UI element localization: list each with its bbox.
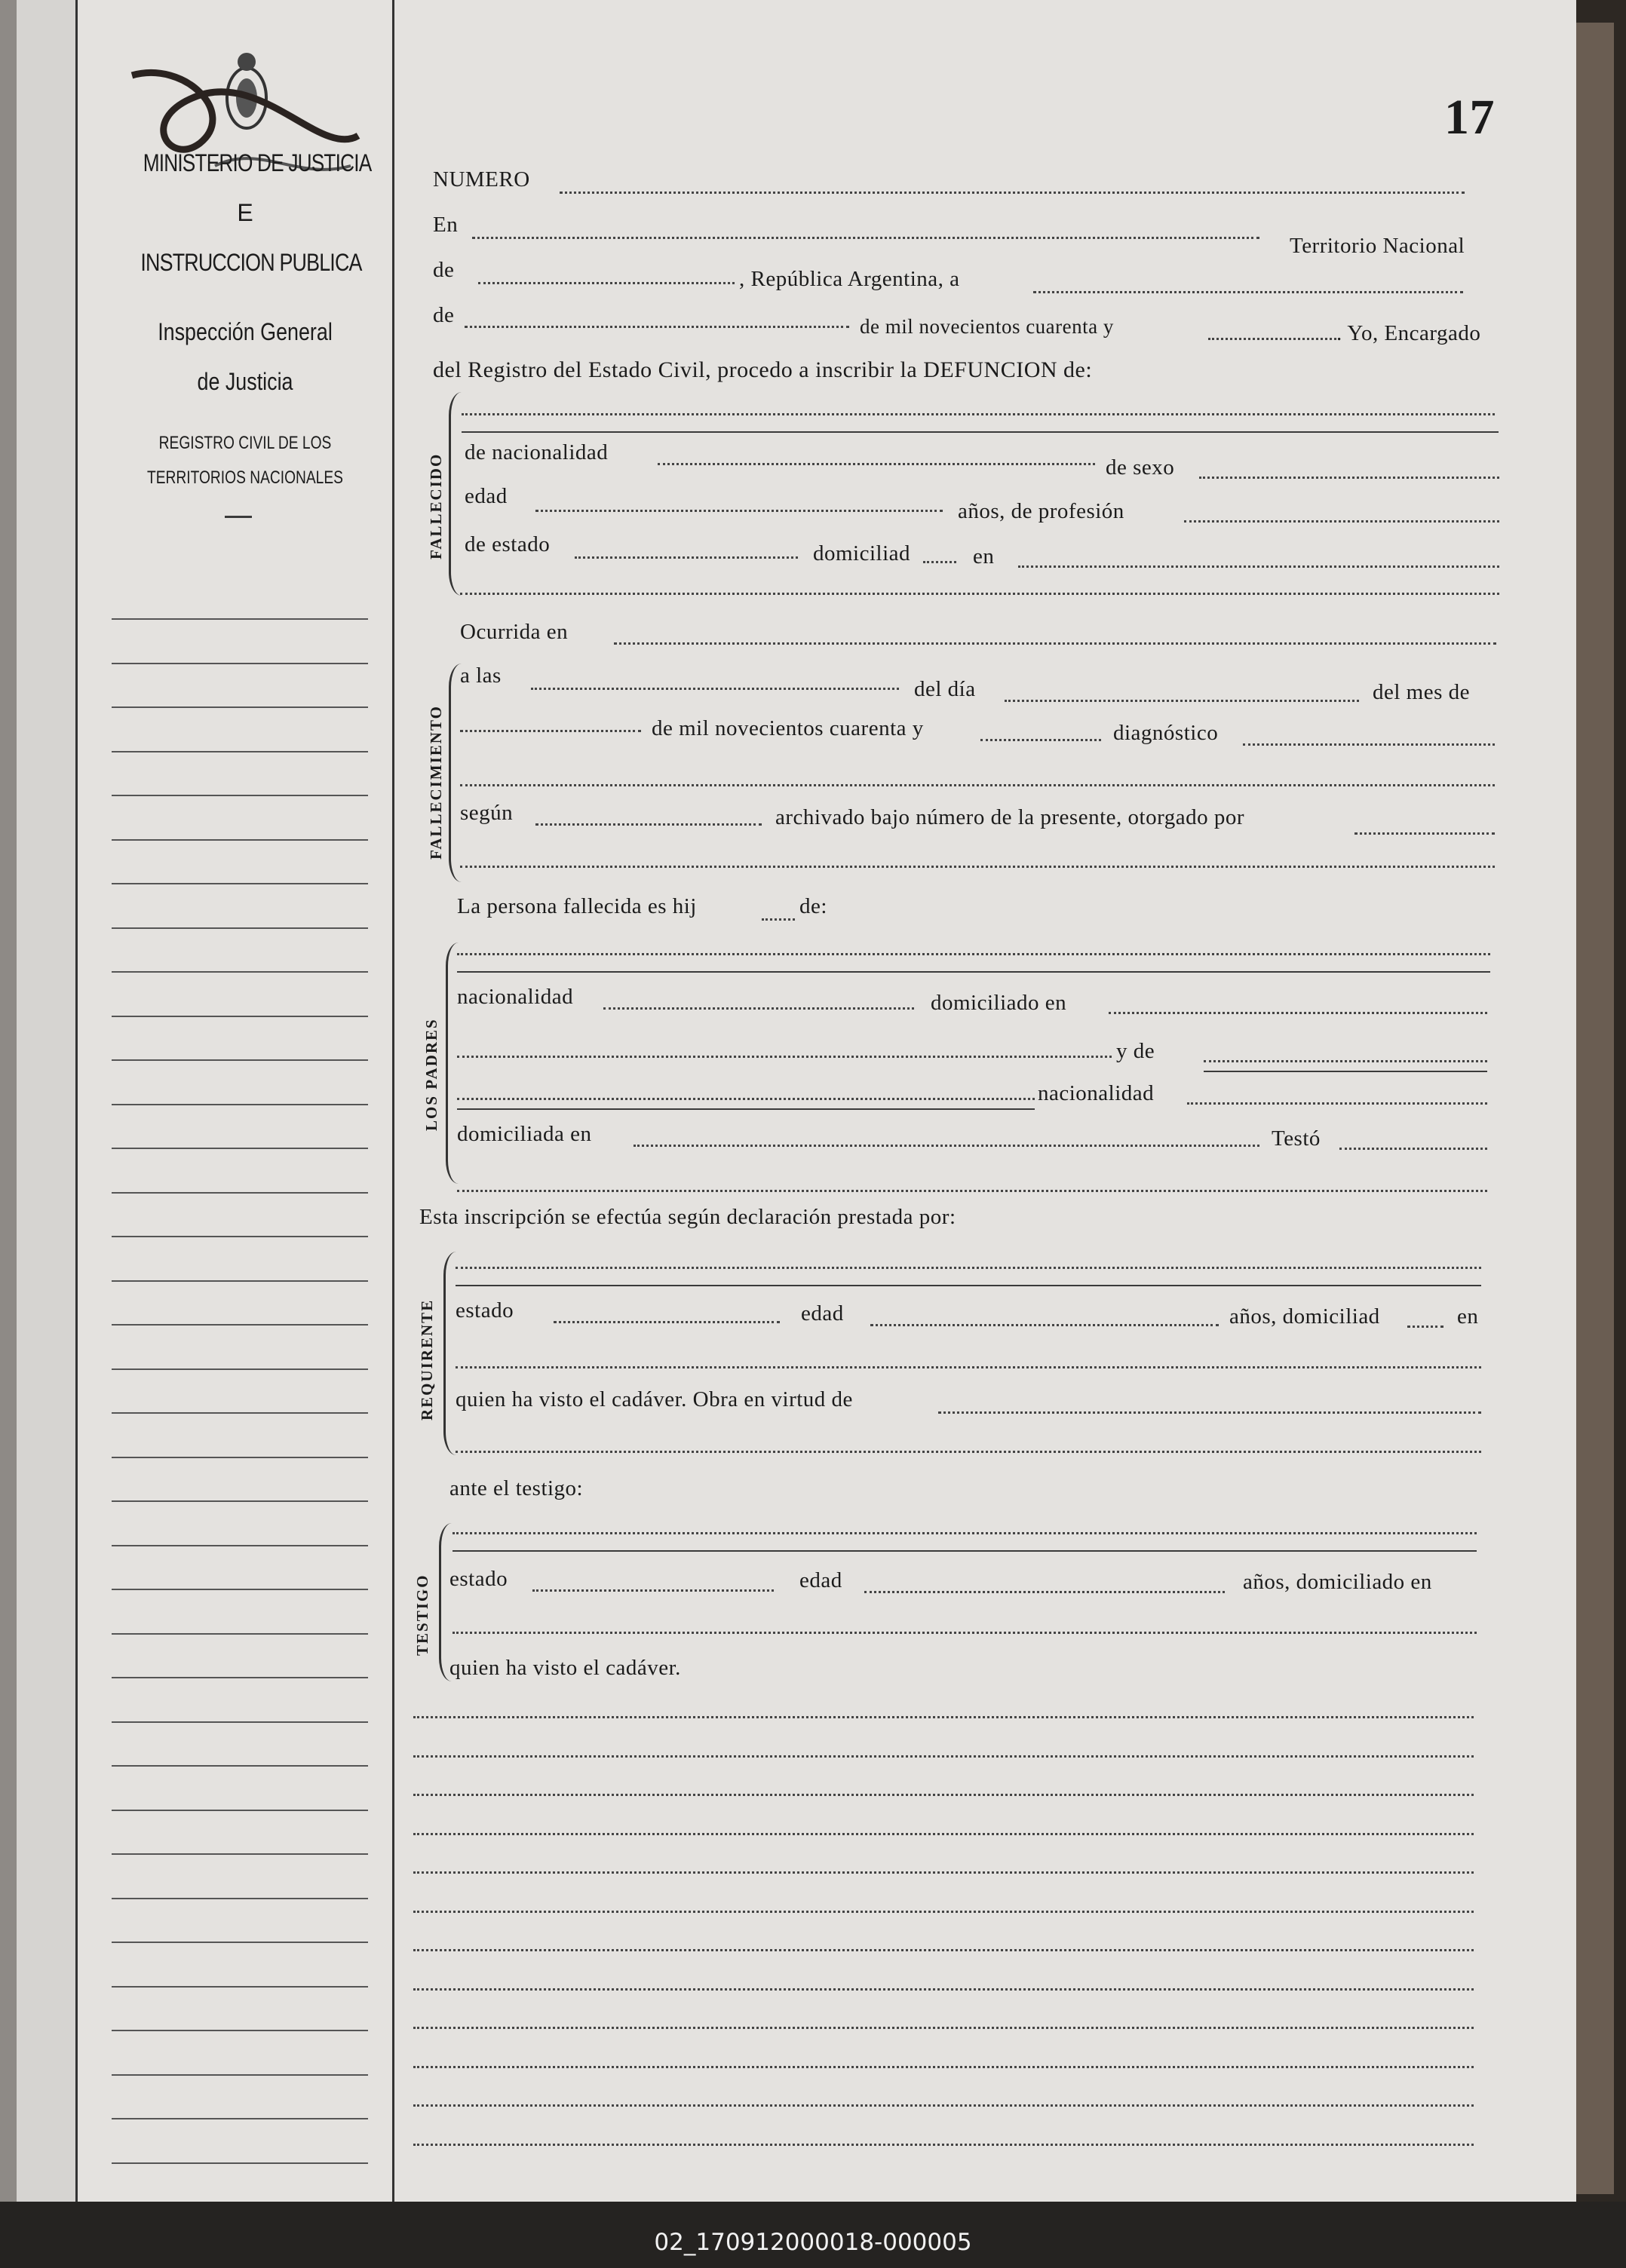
inspection-title-line2: de Justicia <box>197 368 293 395</box>
death-hour-field[interactable] <box>531 688 899 690</box>
deceased-nationality-field[interactable] <box>658 463 1095 465</box>
declarant-estado-label: estado <box>456 1298 514 1322</box>
margin-ruled-line <box>112 618 368 620</box>
requirente-side-label: REQUIRENTE <box>418 1298 436 1421</box>
mother-nationality-label: nacionalidad <box>1038 1081 1155 1105</box>
margin-ruled-line <box>112 927 368 929</box>
margin-ruled-line <box>112 1853 368 1855</box>
notes-ruled-line[interactable] <box>413 1716 1474 1718</box>
mother-nationality-field[interactable] <box>1187 1102 1487 1105</box>
notes-ruled-line[interactable] <box>413 2144 1474 2146</box>
margin-ruled-line <box>112 1192 368 1194</box>
republica-label: , República Argentina, a <box>739 267 960 291</box>
witness-quien-label: quien ha visto el cadáver. <box>449 1656 681 1680</box>
father-nationality-label: nacionalidad <box>457 985 574 1009</box>
margin-ruled-line <box>112 1368 368 1370</box>
place-field[interactable] <box>472 237 1259 239</box>
mil-label-2: de mil novecientos cuarenta y <box>652 716 924 740</box>
margin-ruled-line <box>112 2030 368 2031</box>
header-rule <box>225 516 252 518</box>
registry-title-line1: REGISTRO CIVIL DE LOS <box>158 433 332 453</box>
mother-rule-2 <box>457 1108 1035 1110</box>
facing-page-edge <box>17 0 84 2202</box>
mother-address-field[interactable] <box>634 1145 1259 1147</box>
numero-field[interactable] <box>560 192 1465 194</box>
issued-by-field-2[interactable] <box>460 866 1495 868</box>
declarant-age-field[interactable] <box>870 1324 1219 1326</box>
margin-ruled-line <box>112 1412 368 1414</box>
en-label-3: en <box>973 544 995 569</box>
notes-ruled-line[interactable] <box>413 1833 1474 1835</box>
year-field[interactable] <box>1208 338 1336 340</box>
padres-brace <box>446 942 459 1184</box>
deceased-sex-field[interactable] <box>1199 477 1499 479</box>
margin-ruled-line <box>112 706 368 708</box>
ocurrida-label: Ocurrida en <box>460 620 569 644</box>
declaracion-heading: Esta inscripción se efectúa según declaración prestada por: <box>419 1205 956 1229</box>
diagnosis-field-2[interactable] <box>460 784 1495 786</box>
registry-title-line2: TERRITORIOS NACIONALES <box>147 467 343 488</box>
declarant-en-label: en <box>1457 1304 1479 1329</box>
encargado-label: . Yo, Encargado <box>1336 321 1481 345</box>
a-las-label: a las <box>460 664 502 688</box>
declarant-anos-label: años, domiciliad <box>1229 1304 1380 1329</box>
notes-ruled-line[interactable] <box>413 2066 1474 2068</box>
notes-ruled-line[interactable] <box>413 2027 1474 2029</box>
en-label: En <box>433 213 459 237</box>
fallecido-side-label: FALLECIDO <box>427 452 445 559</box>
margin-ruled-line <box>112 1016 368 1017</box>
father-address-field-2[interactable] <box>457 1056 1112 1058</box>
numero-label: NUMERO <box>433 167 530 192</box>
declarant-address-field[interactable] <box>456 1366 1481 1368</box>
notes-ruled-line[interactable] <box>413 1755 1474 1758</box>
margin-ruled-line <box>112 1059 368 1061</box>
notes-ruled-line[interactable] <box>413 1988 1474 1991</box>
day-field[interactable] <box>1033 291 1463 293</box>
page-number: 17 <box>1444 90 1495 145</box>
notes-ruled-line[interactable] <box>413 2104 1474 2107</box>
testigo-side-label: TESTIGO <box>413 1574 431 1656</box>
sexo-label: de sexo <box>1106 455 1175 480</box>
requirente-brace <box>443 1252 456 1455</box>
mil-label: de mil novecientos cuarenta y <box>860 315 1114 338</box>
declarant-capacity-field-2[interactable] <box>456 1451 1481 1453</box>
ministry-title-line2: E <box>237 199 253 226</box>
segun-label: según <box>460 801 514 825</box>
margin-ruled-line <box>112 1986 368 1988</box>
hij-suffix-field[interactable] <box>762 918 795 921</box>
witness-name-field[interactable] <box>453 1532 1477 1534</box>
defuncion-heading: del Registro del Estado Civil, procedo a inscribir la DEFUNCION de: <box>433 357 1093 382</box>
deceased-address-field[interactable] <box>1018 565 1499 568</box>
witness-estado-label: estado <box>449 1567 508 1591</box>
margin-ruled-line <box>112 751 368 752</box>
deceased-civil-status-field[interactable] <box>575 556 798 559</box>
father-rule <box>457 971 1490 973</box>
margin-ruled-line <box>112 795 368 796</box>
edad-label: edad <box>465 484 508 508</box>
declarant-name-field[interactable] <box>456 1267 1481 1269</box>
margin-ruled-line <box>112 971 368 973</box>
margin-ruled-line <box>112 2074 368 2076</box>
ministry-title-line3: INSTRUCCION PUBLICA <box>140 249 362 276</box>
declarant-edad-label: edad <box>801 1301 844 1326</box>
de-label-1: de <box>433 258 455 282</box>
deceased-name-field[interactable] <box>462 413 1495 415</box>
witness-anos-label: años, domiciliado en <box>1243 1570 1432 1594</box>
estado-label: de estado <box>465 532 551 556</box>
margin-divider <box>392 0 394 2202</box>
testigo-heading: ante el testigo: <box>449 1476 584 1500</box>
witness-edad-label: edad <box>799 1568 842 1592</box>
notes-ruled-line[interactable] <box>413 1871 1474 1874</box>
persona-label: La persona fallecida es hij <box>457 894 697 918</box>
testo-label: Testó <box>1272 1126 1321 1151</box>
will-field[interactable] <box>1339 1148 1487 1150</box>
fallecimiento-brace <box>449 664 462 882</box>
diagnostico-label: diagnóstico <box>1113 721 1219 745</box>
fallecido-brace <box>449 392 462 596</box>
mother-name-field-2[interactable] <box>457 1098 1035 1100</box>
del-dia-label: del día <box>914 677 976 701</box>
territory-name-field[interactable] <box>478 282 735 284</box>
page-gutter-line <box>75 0 78 2202</box>
margin-ruled-line <box>112 1236 368 1237</box>
mother-rule <box>1204 1071 1487 1072</box>
margin-ruled-line <box>112 883 368 884</box>
ministry-title-line1: MINISTERIO DE JUSTICIA <box>143 149 372 176</box>
declarant-domiciliad-suffix[interactable] <box>1407 1326 1443 1328</box>
margin-ruled-line <box>112 663 368 664</box>
father-name-field[interactable] <box>457 953 1490 955</box>
death-day-field[interactable] <box>1005 700 1359 702</box>
margin-ruled-line <box>112 1898 368 1899</box>
issued-by-field[interactable] <box>1354 832 1495 835</box>
image-caption: 02_170912000018-000005 <box>654 2229 972 2256</box>
declarant-rule <box>456 1285 1481 1286</box>
margin-ruled-line <box>112 1810 368 1811</box>
archivado-label: archivado bajo número de la presente, otorgado por <box>775 805 1244 829</box>
territorio-label: Territorio Nacional <box>1290 234 1465 258</box>
deceased-profession-field[interactable] <box>1184 520 1499 523</box>
diagnosis-field[interactable] <box>1243 743 1495 746</box>
witness-age-field[interactable] <box>864 1591 1225 1593</box>
certificate-field[interactable] <box>535 823 762 826</box>
domiciliado-en-label: domiciliado en <box>931 991 1067 1015</box>
margin-ruled-line <box>112 2118 368 2119</box>
month-field[interactable] <box>465 326 849 328</box>
margin-ruled-line <box>112 1765 368 1767</box>
death-month-field[interactable] <box>460 730 641 732</box>
margin-ruled-line <box>112 1500 368 1502</box>
nacionalidad-label: de nacionalidad <box>465 440 609 464</box>
y-de-label: y de <box>1116 1039 1155 1063</box>
padres-side-label: LOS PADRES <box>422 1018 440 1131</box>
margin-ruled-line <box>112 839 368 841</box>
mother-name-field[interactable] <box>1204 1060 1487 1062</box>
margin-ruled-line <box>112 1677 368 1678</box>
margin-ruled-line <box>112 1280 368 1282</box>
notes-ruled-line[interactable] <box>413 1949 1474 1951</box>
margin-ruled-line <box>112 1104 368 1105</box>
margin-ruled-line <box>112 1324 368 1326</box>
profesion-label: años, de profesión <box>958 499 1124 523</box>
will-field-2[interactable] <box>457 1190 1487 1192</box>
margin-ruled-line <box>112 1721 368 1723</box>
de-label-2: de <box>433 303 455 327</box>
margin-ruled-line <box>112 1545 368 1546</box>
witness-civil-status-field[interactable] <box>532 1589 774 1592</box>
margin-ruled-line <box>112 1942 368 1943</box>
death-year-field[interactable] <box>980 739 1101 741</box>
domiciliad-label: domiciliad <box>813 541 911 565</box>
de-label-4: de: <box>799 894 827 918</box>
notes-ruled-line[interactable] <box>413 1911 1474 1913</box>
deceased-age-field[interactable] <box>535 510 943 512</box>
del-mes-label: del mes de <box>1373 680 1471 704</box>
witness-address-field[interactable] <box>453 1632 1477 1634</box>
margin-ruled-line <box>112 1589 368 1590</box>
domiciliad-suffix-field[interactable] <box>923 561 956 563</box>
declarant-capacity-field[interactable] <box>938 1411 1481 1414</box>
death-place-field[interactable] <box>614 642 1496 645</box>
witness-rule <box>453 1550 1477 1552</box>
margin-ruled-line <box>112 2162 368 2164</box>
margin-ruled-line <box>112 1457 368 1458</box>
notes-ruled-line[interactable] <box>413 1794 1474 1796</box>
fallecimiento-side-label: FALLECIMIENTO <box>427 705 445 860</box>
declarant-civil-status-field[interactable] <box>554 1321 780 1323</box>
deceased-address-field-2[interactable] <box>460 593 1499 595</box>
name-rule <box>462 431 1499 433</box>
father-nationality-field[interactable] <box>603 1007 914 1010</box>
inspection-title-line1: Inspección General <box>158 318 333 345</box>
margin-ruled-line <box>112 1633 368 1635</box>
declarant-quien-label: quien ha visto el cadáver. Obra en virtud de <box>456 1387 853 1411</box>
father-address-field[interactable] <box>1109 1012 1487 1014</box>
domiciliada-en-label: domiciliada en <box>457 1122 592 1146</box>
margin-ruled-line <box>112 1148 368 1149</box>
handwritten-signature <box>124 53 373 204</box>
